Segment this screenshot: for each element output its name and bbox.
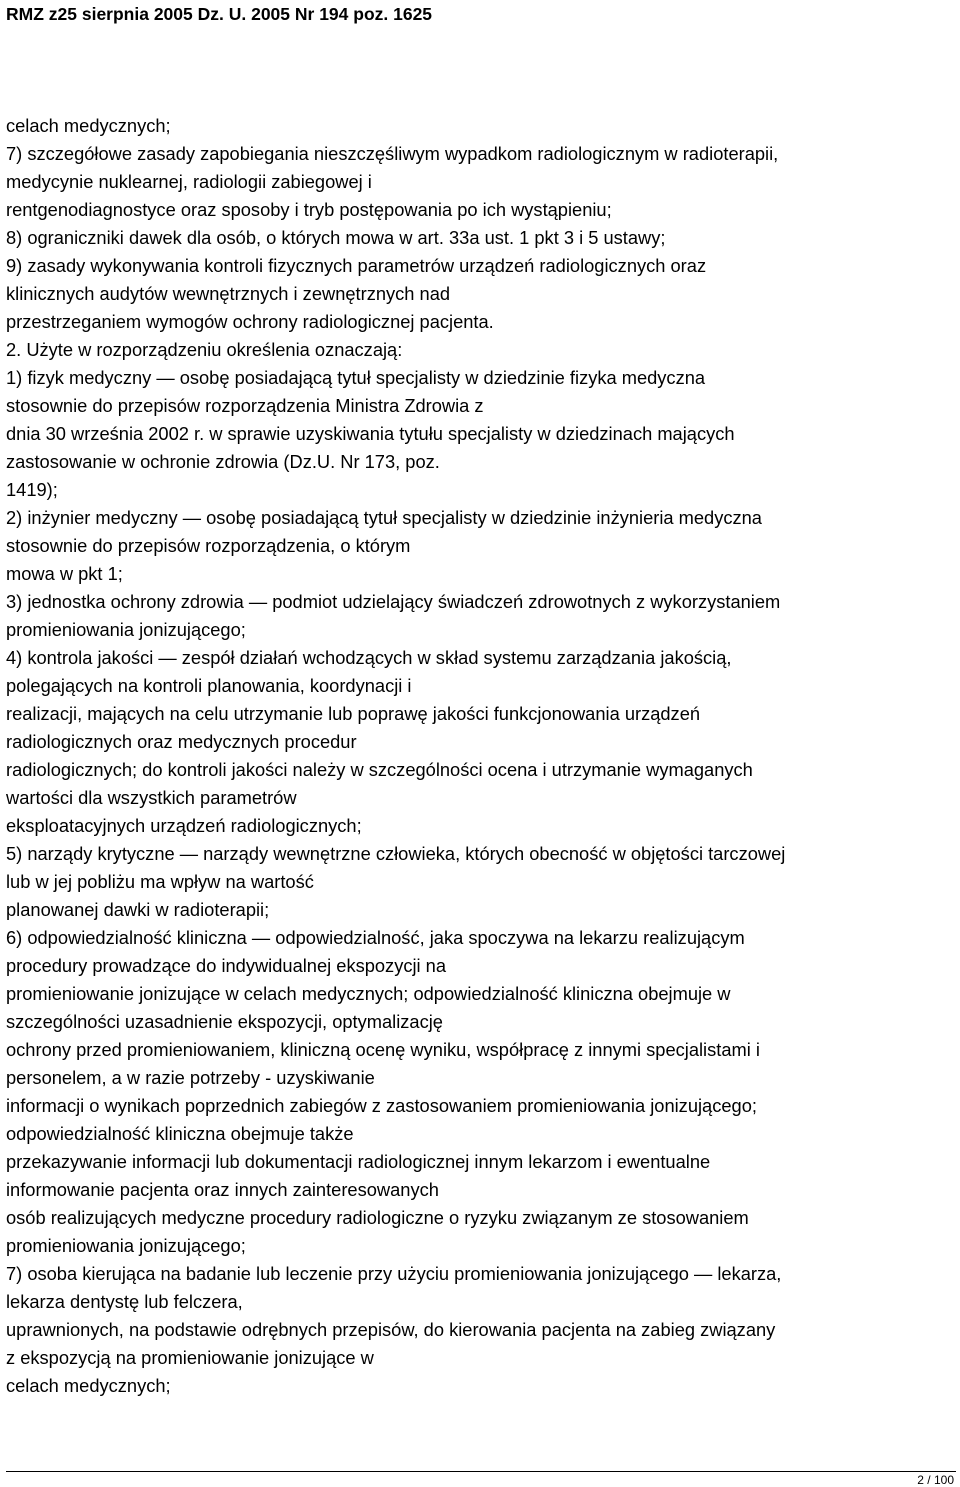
text-line: stosownie do przepisów rozporządzenia Ministra Zdrowia z <box>6 395 484 416</box>
text-line: promieniowania jonizującego; <box>6 619 246 640</box>
text-line: osób realizujących medyczne procedury radiologiczne o ryzyku związanym ze stosowaniem <box>6 1207 749 1228</box>
text-line: medycynie nuklearnej, radiologii zabiegowej i <box>6 171 372 192</box>
text-line: 7) osoba kierująca na badanie lub leczenie przy użyciu promieniowania jonizującego — lekarza, <box>6 1263 782 1284</box>
text-line: 6) odpowiedzialność kliniczna — odpowiedzialność, jaka spoczywa na lekarzu realizującym <box>6 927 745 948</box>
text-line: celach medycznych; <box>6 1375 171 1396</box>
text-line: przekazywanie informacji lub dokumentacji radiologicznej innym lekarzom i ewentualne <box>6 1151 711 1172</box>
text-line: 8) ograniczniki dawek dla osób, o których mowa w art. 33a ust. 1 pkt 3 i 5 ustawy; <box>6 227 666 248</box>
text-line: 9) zasady wykonywania kontroli fizycznych parametrów urządzeń radiologicznych oraz <box>6 255 707 276</box>
document-title: RMZ z25 sierpnia 2005 Dz. U. 2005 Nr 194 poz. 1625 <box>6 4 433 24</box>
text-line: realizacji, mających na celu utrzymanie lub poprawę jakości funkcjonowania urządzeń <box>6 703 701 724</box>
text-line: dnia 30 września 2002 r. w sprawie uzyskiwania tytułu specjalisty w dziedzinach mających <box>6 423 735 444</box>
document-header <box>0 0 960 28</box>
text-line: promieniowania jonizującego; <box>6 1235 246 1256</box>
text-line: informacji o wynikach poprzednich zabiegów z zastosowaniem promieniowania jonizującego; <box>6 1095 757 1116</box>
text-line: radiologicznych; do kontroli jakości należy w szczególności ocena i utrzymanie wymaganych <box>6 759 753 780</box>
text-line: lekarza dentystę lub felczera, <box>6 1291 243 1312</box>
text-line: z ekspozycją na promieniowanie jonizujące w <box>6 1347 374 1368</box>
text-line: ochrony przed promieniowaniem, kliniczną ocenę wyniku, współpracę z innymi specjalistami i <box>6 1039 760 1060</box>
text-line: lub w jej pobliżu ma wpływ na wartość <box>6 871 314 892</box>
text-line: rentgenodiagnostyce oraz sposoby i tryb postępowania po ich wystąpieniu; <box>6 199 612 220</box>
text-line: eksploatacyjnych urządzeń radiologicznych; <box>6 815 362 836</box>
footer-divider <box>6 1471 956 1472</box>
text-line: 1419); <box>6 479 58 500</box>
text-line: wartości dla wszystkich parametrów <box>6 787 297 808</box>
text-line: zastosowanie w ochronie zdrowia (Dz.U. Nr 173, poz. <box>6 451 440 472</box>
text-line: polegających na kontroli planowania, koordynacji i <box>6 675 412 696</box>
text-line: celach medycznych; <box>6 115 171 136</box>
text-line: szczególności uzasadnienie ekspozycji, optymalizację <box>6 1011 443 1032</box>
document-body <box>6 112 956 1400</box>
text-line: 2. Użyte w rozporządzeniu określenia oznaczają: <box>6 339 403 360</box>
text-line: 1) fizyk medyczny — osobę posiadającą tytuł specjalisty w dziedzinie fizyka medyczna <box>6 367 706 388</box>
text-line: odpowiedzialność kliniczna obejmuje także <box>6 1123 354 1144</box>
text-line: 3) jednostka ochrony zdrowia — podmiot udzielający świadczeń zdrowotnych z wykorzystaniem <box>6 591 781 612</box>
text-line: klinicznych audytów wewnętrznych i zewnętrznych nad <box>6 283 451 304</box>
text-line: stosownie do przepisów rozporządzenia, o którym <box>6 535 411 556</box>
text-line: planowanej dawki w radioterapii; <box>6 899 270 920</box>
text-line: uprawnionych, na podstawie odrębnych przepisów, do kierowania pacjenta na zabieg związany <box>6 1319 776 1340</box>
text-line: radiologicznych oraz medycznych procedur <box>6 731 357 752</box>
text-line: procedury prowadzące do indywidualnej ekspozycji na <box>6 955 447 976</box>
text-line: 7) szczegółowe zasady zapobiegania nieszczęśliwym wypadkom radiologicznym w radioterapii, <box>6 143 779 164</box>
text-line: 5) narządy krytyczne — narządy wewnętrzne człowieka, których obecność w objętości tarczowej <box>6 843 786 864</box>
text-line: mowa w pkt 1; <box>6 563 123 584</box>
text-line: przestrzeganiem wymogów ochrony radiologicznej pacjenta. <box>6 311 494 332</box>
page-number: 2 / 100 <box>917 1473 954 1487</box>
text-line: 4) kontrola jakości — zespół działań wchodzących w skład systemu zarządzania jakością, <box>6 647 732 668</box>
text-line: informowanie pacjenta oraz innych zainteresowanych <box>6 1179 439 1200</box>
text-line: 2) inżynier medyczny — osobę posiadającą tytuł specjalisty w dziedzinie inżynieria medyczna <box>6 507 762 528</box>
text-line: personelem, a w razie potrzeby - uzyskiwanie <box>6 1067 375 1088</box>
text-line: promieniowanie jonizujące w celach medycznych; odpowiedzialność kliniczna obejmuje w <box>6 983 731 1004</box>
